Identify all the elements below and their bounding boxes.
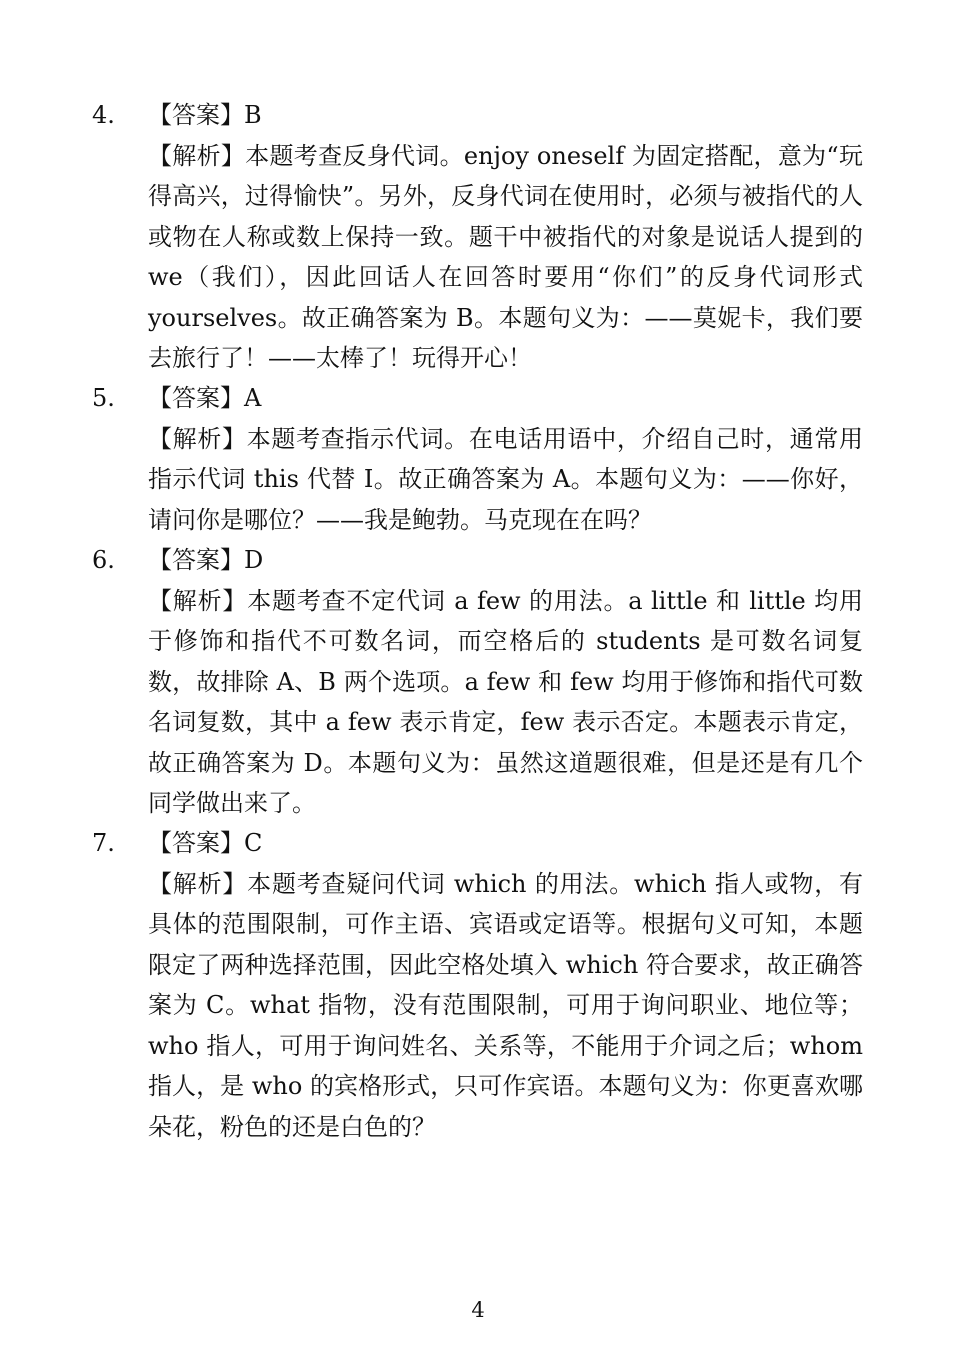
answer-line: 【答案】C bbox=[148, 829, 263, 857]
explanation-text: 【解析】本题考查疑问代词 which 的用法。which 指人或物，有具体的范围限制，可作主语、宾语或定语等。根据句义可知，本题限定了两种选择范围，因此空格处填入 which 符合要求，故正确答案为 C。what 指物，没有范围限制，可用于询问职业、地位等；who 指人，可用于询问姓名、关系等，不能用于介词之后；whom 指人，是 who 的宾格形式，只可作宾语。本题句义为：你更喜欢哪朵花，粉色的还是白色的？ bbox=[148, 869, 863, 1141]
item-number: 6. bbox=[92, 546, 115, 574]
explanation-text: 【解析】本题考查反身代词。enjoy oneself 为固定搭配，意为“玩得高兴，过得愉快”。另外，反身代词在使用时，必须与被指代的人或物在人称或数上保持一致。题干中被指代的对象是说话人提到的 we（我们），因此回话人在回答时要用“你们”的反身代词形式 yourselves。故正确答案为 B。本题句义为：——莫妮卡，我们要去旅行了！——太棒了！玩得开心！ bbox=[148, 141, 863, 372]
answer-line: 【答案】B bbox=[148, 101, 262, 129]
answer-line: 【答案】A bbox=[148, 384, 262, 412]
item-number: 4. bbox=[92, 101, 115, 129]
explanation-text: 【解析】本题考查不定代词 a few 的用法。a little 和 little 均用于修饰和指代不可数名词，而空格后的 students 是可数名词复数，故排除 A、B 两个选项。a few 和 few 均用于修饰和指代可数名词复数，其中 a few 表示肯定，few 表示否定。本题表示肯定，故正确答案为 D。本题句义为：虽然这道题很难，但是还是有几个同学做出来了。 bbox=[148, 586, 863, 817]
item-number: 5. bbox=[92, 384, 115, 412]
page-number: 4 bbox=[471, 1298, 485, 1322]
explanation-text: 【解析】本题考查指示代词。在电话用语中，介绍自己时，通常用指示代词 this 代替 I。故正确答案为 A。本题句义为：——你好，请问你是哪位？——我是鲍勃。马克现在在吗？ bbox=[148, 424, 863, 534]
answer-line: 【答案】D bbox=[148, 546, 264, 574]
item-number: 7. bbox=[92, 829, 115, 857]
